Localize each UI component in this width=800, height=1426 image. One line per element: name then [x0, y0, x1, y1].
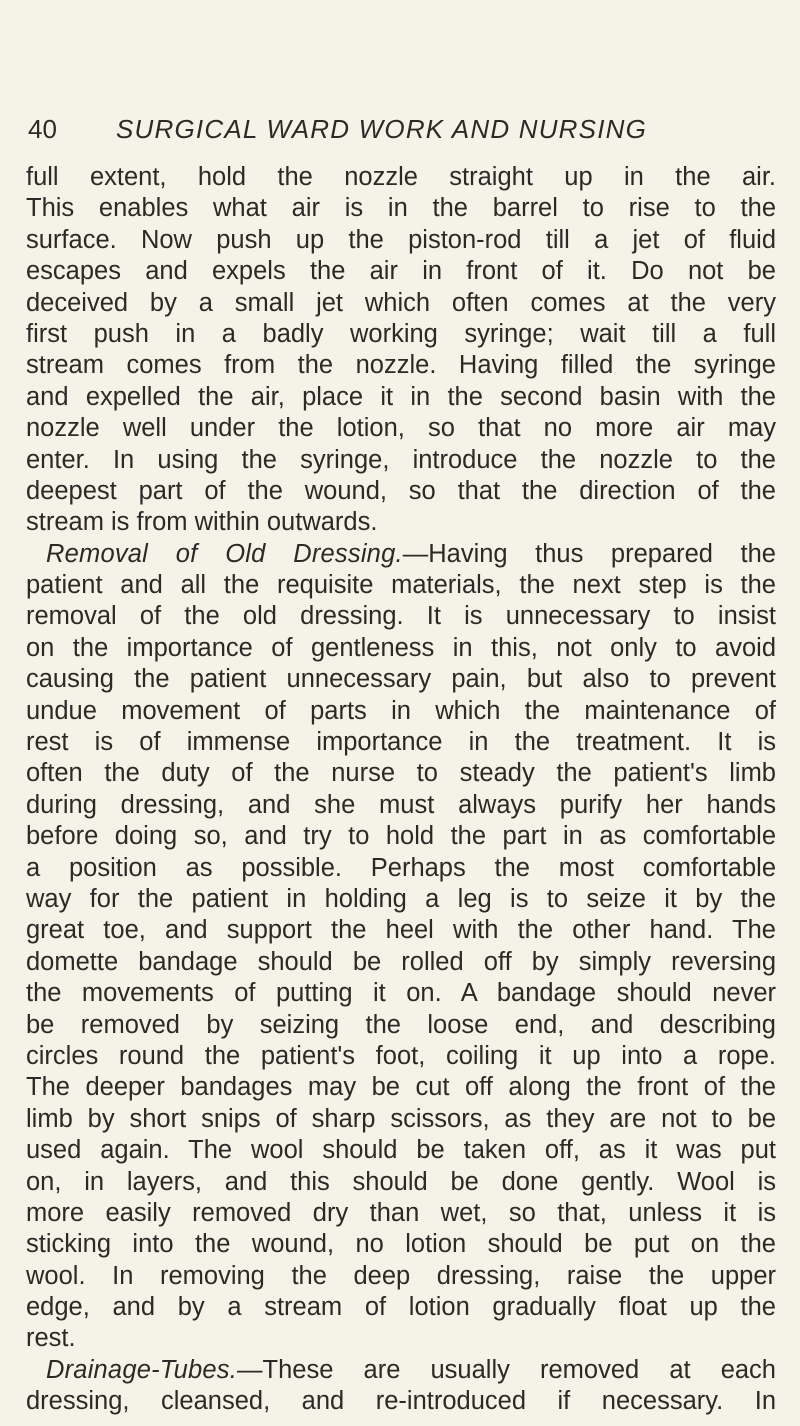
text-line — [26, 1355, 776, 1386]
text-line — [26, 507, 776, 538]
text-line — [26, 915, 776, 946]
text-line — [26, 821, 776, 852]
line-text: on, in layers, and this should be done gently. Wool is — [26, 1167, 776, 1196]
text-line — [26, 1167, 776, 1198]
line-text: rest is of immense importance in the treatment. It is — [26, 728, 776, 757]
text-line — [26, 947, 776, 978]
line-text: enter. In using the syringe, introduce the nozzle to the — [26, 445, 776, 474]
text-line — [26, 288, 776, 319]
line-text: deepest part of the wound, so that the direction of the — [26, 476, 776, 505]
line-text: patient and all the requisite materials, the next step is the — [26, 571, 776, 600]
line-text: first push in a badly working syringe; wait till a full — [26, 319, 776, 348]
text-line — [26, 1072, 776, 1103]
line-text: The deeper bandages may be cut off along the front of the — [26, 1073, 776, 1102]
line-text: causing the patient unnecessary pain, but also to prevent — [26, 665, 776, 694]
line-text: great toe, and support the heel with the other hand. The — [26, 916, 776, 945]
line-text: edge, and by a stream of lotion gradually float up the — [26, 1293, 776, 1322]
line-text: on the importance of gentleness in this, not only to avoid — [26, 633, 776, 662]
line-text: way for the patient in holding a leg is to seize it by the — [26, 884, 776, 913]
line-text: more easily removed dry than wet, so that, unless it is — [26, 1198, 776, 1227]
line-text: wool. In removing the deep dressing, raise the upper — [26, 1261, 776, 1290]
line-text: rest. — [26, 1324, 76, 1353]
line-text: the movements of putting it on. A bandage should never — [26, 979, 776, 1008]
line-text: —Having thus prepared the — [402, 539, 776, 568]
text-line — [26, 539, 776, 570]
text-line — [26, 1041, 776, 1072]
text-line — [26, 1386, 776, 1417]
line-text: during dressing, and she must always purify her hands — [26, 790, 776, 819]
text-line — [26, 1261, 776, 1292]
section-heading: Drainage-Tubes. — [46, 1355, 238, 1384]
line-text: This enables what air is in the barrel to rise to the — [26, 194, 776, 223]
text-line — [26, 978, 776, 1009]
text-line — [26, 664, 776, 695]
line-text: stream is from within outwards. — [26, 508, 378, 537]
line-text: circles round the patient's foot, coiling it up into a rope. — [26, 1041, 776, 1070]
line-text: before doing so, and try to hold the part in as comfortable — [26, 822, 776, 851]
text-line — [26, 1292, 776, 1323]
page-number: 40 — [28, 114, 57, 144]
line-text: —These are usually removed at each — [237, 1355, 776, 1384]
text-line — [26, 601, 776, 632]
text-line — [26, 413, 776, 444]
text-line — [26, 884, 776, 915]
line-text: surface. Now push up the piston-rod till a jet of fluid — [26, 225, 776, 254]
line-text: full extent, hold the nozzle straight up in the air. — [26, 163, 776, 191]
line-text: escapes and expels the air in front of it. Do not be — [26, 257, 776, 286]
text-line — [26, 790, 776, 821]
text-line — [26, 1198, 776, 1229]
text-line — [26, 633, 776, 664]
line-text: be removed by seizing the loose end, and describing — [26, 1010, 776, 1039]
line-text: a position as possible. Perhaps the most comfortable — [26, 853, 776, 882]
text-line — [26, 193, 776, 224]
text-line — [26, 758, 776, 789]
text-line — [26, 570, 776, 601]
text-line — [26, 319, 776, 350]
paragraph — [26, 539, 776, 1355]
text-line — [26, 256, 776, 287]
line-text: nozzle well under the lotion, so that no more air may — [26, 414, 776, 443]
line-text: sticking into the wound, no lotion should be put on the — [26, 1230, 776, 1259]
line-text: domette bandage should be rolled off by simply reversing — [26, 947, 776, 976]
text-line — [26, 476, 776, 507]
text-line — [26, 1229, 776, 1260]
text-line — [26, 1104, 776, 1135]
text-line — [26, 445, 776, 476]
running-head — [28, 112, 770, 146]
line-text: dressing, cleansed, and re-introduced if necessary. In — [26, 1387, 776, 1416]
line-text: used again. The wool should be taken off, as it was put — [26, 1136, 776, 1165]
text-line — [26, 1323, 776, 1354]
paragraph — [26, 1355, 776, 1418]
text-line — [26, 382, 776, 413]
section-heading: Removal of Old Dressing. — [46, 539, 403, 568]
text-line — [26, 853, 776, 884]
text-line — [26, 350, 776, 381]
line-text: undue movement of parts in which the maintenance of — [26, 696, 776, 725]
text-line — [26, 727, 776, 758]
line-text: often the duty of the nurse to steady the patient's limb — [26, 759, 776, 788]
text-line — [26, 225, 776, 256]
text-line — [26, 162, 776, 193]
line-text: and expelled the air, place it in the second basin with the — [26, 382, 776, 411]
text-line — [26, 696, 776, 727]
line-text: deceived by a small jet which often comes at the very — [26, 288, 776, 317]
body-text — [26, 162, 776, 1418]
text-line — [26, 1010, 776, 1041]
line-text: limb by short snips of sharp scissors, as they are not to be — [26, 1104, 776, 1133]
line-text: removal of the old dressing. It is unnecessary to insist — [26, 602, 776, 631]
running-title: SURGICAL WARD WORK AND NURSING — [116, 114, 648, 144]
paragraph — [26, 162, 776, 539]
text-line — [26, 1135, 776, 1166]
line-text: stream comes from the nozzle. Having filled the syringe — [26, 351, 776, 380]
